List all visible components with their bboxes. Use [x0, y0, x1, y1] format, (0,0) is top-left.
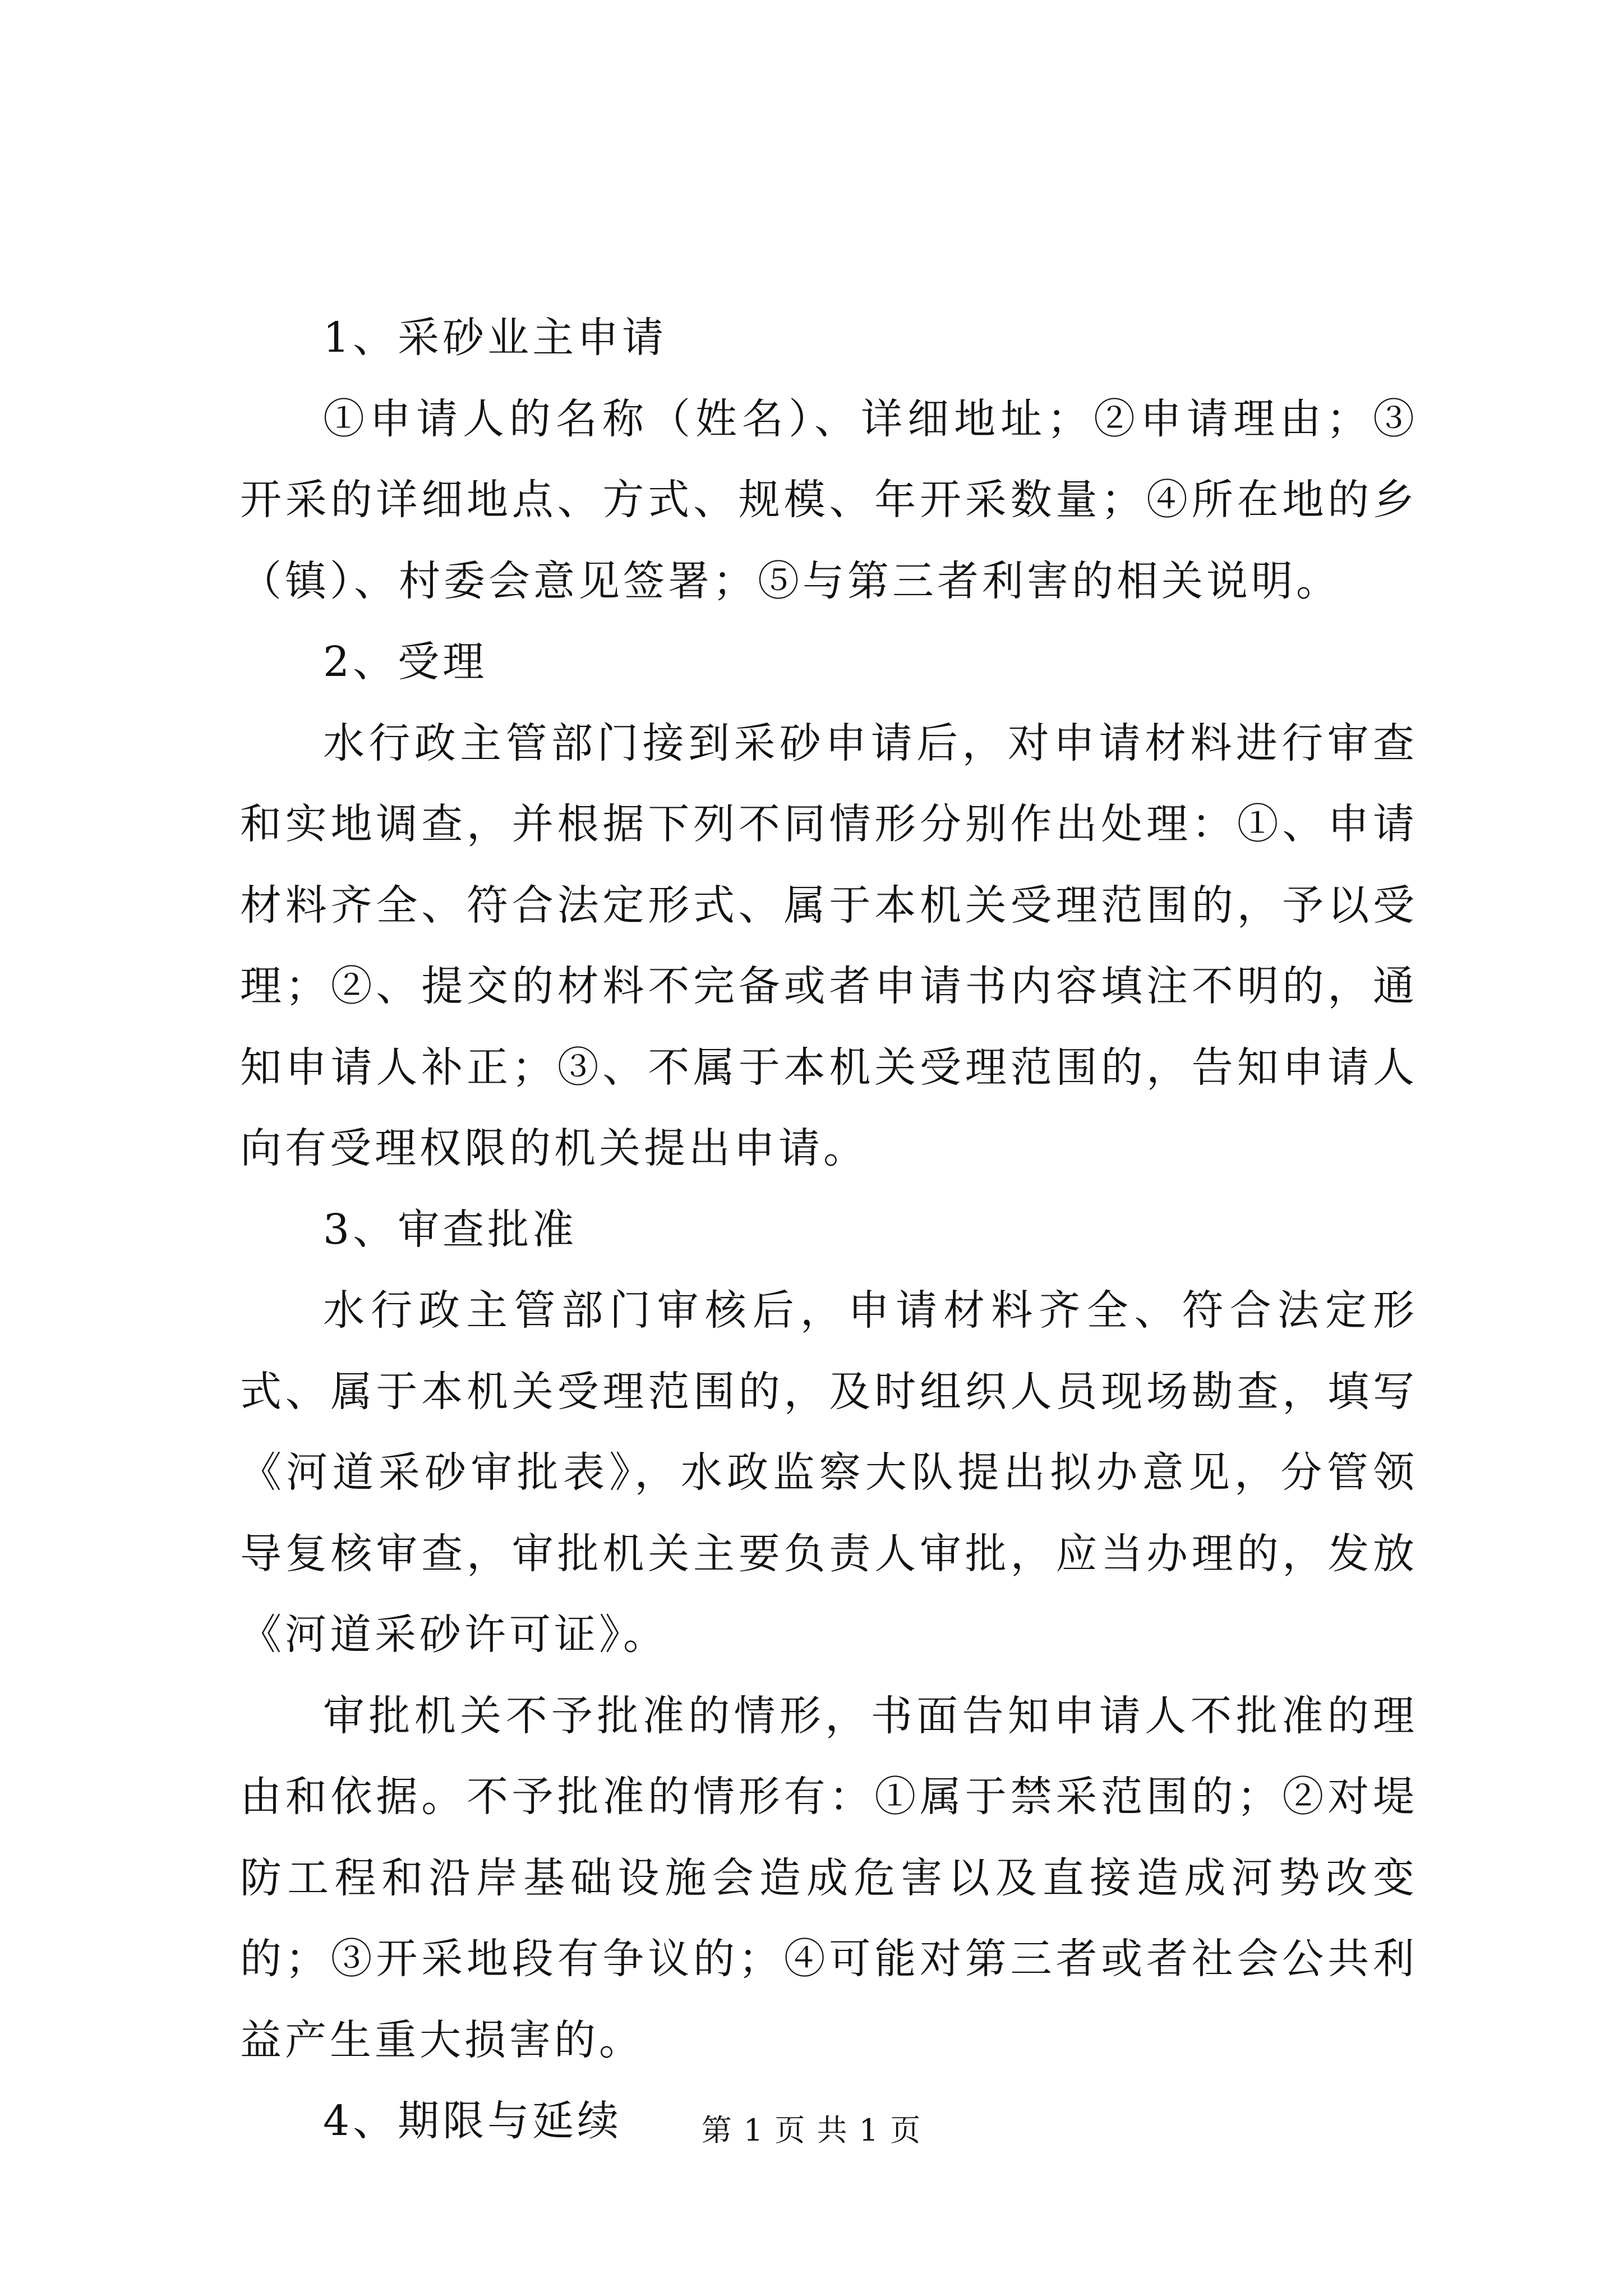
heading-application: 1、采砂业主申请	[323, 314, 667, 362]
paragraph-rejection: 审批机关不予批准的情形，书面告知申请人不批准的理由和依据。不予批准的情形有：①属于禁采范围的；②对堤防工程和沿岸基础设施会造成危害以及直接造成河势改变的；③开采地段有争议的；④可能对第三者或者社会公共利益产生重大损害的。	[240, 1691, 1418, 2064]
heading-review-approval: 3、审查批准	[323, 1205, 578, 1254]
heading-term-renewal: 4、期限与延续	[323, 2097, 623, 2145]
paragraph-application-items: ①申请人的名称（姓名）、详细地址；②申请理由；③开采的详细地点、方式、规模、年开采数量；④所在地的乡（镇）、村委会意见签署；⑤与第三者利害的相关说明。	[240, 394, 1418, 605]
paragraph-review-approval: 水行政主管部门审核后，申请材料齐全、符合法定形式、属于本机关受理范围的，及时组织人员现场勘查，填写《河道采砂审批表》，水政监察大队提出拟办意见，分管领导复核审查，审批机关主要负责人审批，应当办理的，发放《河道采砂许可证》。	[240, 1286, 1418, 1659]
heading-acceptance: 2、受理	[323, 638, 488, 686]
page-footer: 第 1 页 共 1 页	[701, 2113, 922, 2148]
document-body	[240, 297, 1418, 2162]
paragraph-acceptance: 水行政主管部门接到采砂申请后，对申请材料进行审查和实地调查，并根据下列不同情形分别作出处理：①、申请材料齐全、符合法定形式、属于本机关受理范围的，予以受理；②、提交的材料不完备或者申请书内容填注不明的，通知申请人补正；③、不属于本机关受理范围的，告知申请人向有受理权限的机关提出申请。	[240, 719, 1418, 1172]
